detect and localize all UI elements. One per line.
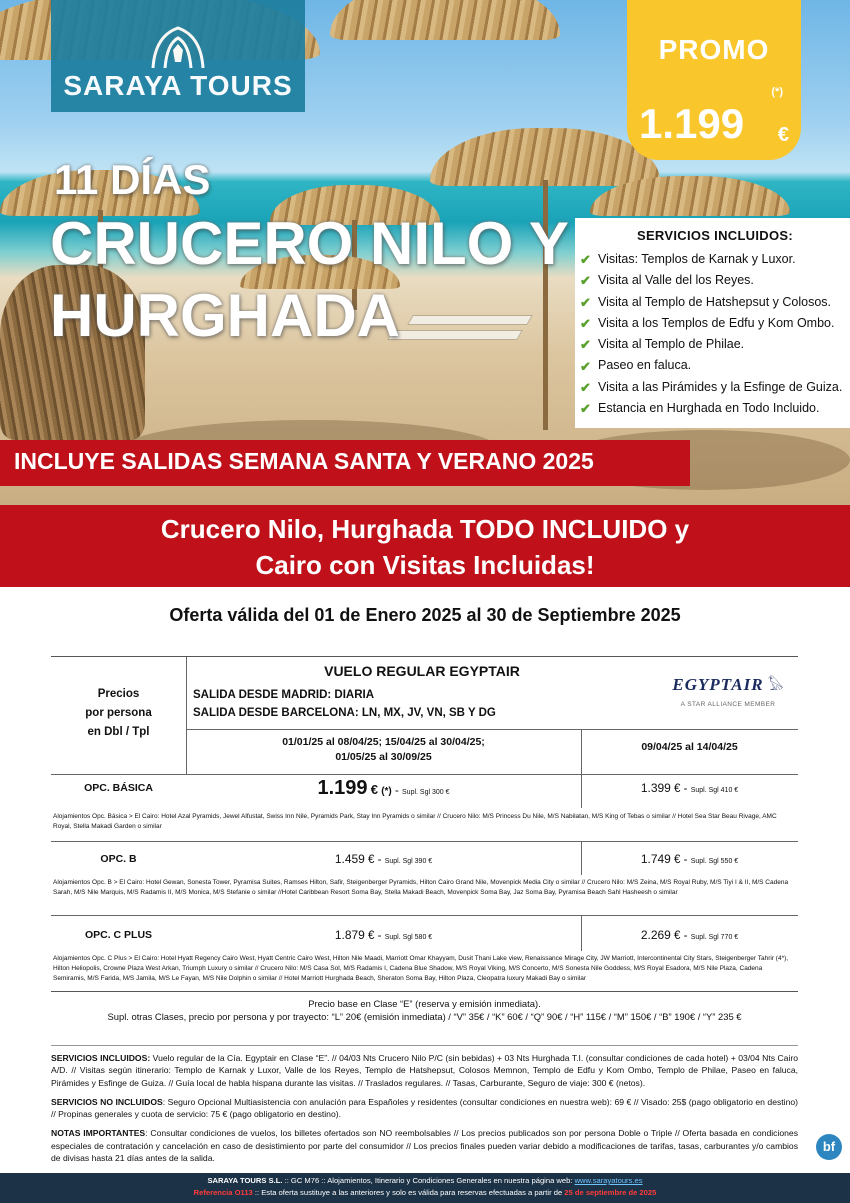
list-item	[580, 270, 850, 291]
price-basica-p2	[581, 781, 798, 795]
price-currency: €	[368, 854, 375, 866]
bottom-bar	[0, 1173, 850, 1203]
list-item	[580, 377, 850, 398]
price-separator: -	[683, 783, 688, 795]
reference-code: Referencia O113	[193, 1188, 253, 1197]
season-banner: INCLUYE SALIDAS SEMANA SANTA Y VERANO 2025	[0, 440, 690, 486]
promo-currency: €	[777, 124, 789, 146]
pharaoh-logo-icon	[143, 22, 213, 70]
checkmark-icon: ✔	[580, 358, 591, 374]
services-list	[580, 249, 850, 419]
brand-name: SARAYA TOURS	[63, 70, 293, 101]
service-text: Visita al Valle del los Reyes.	[598, 273, 754, 288]
price-value: 2.269	[640, 928, 671, 942]
hotels-b: Alojamientos Opc. B > El Cairo: Hotel Gewan, Sonesta Tower, Pyramisa Suites, Ramses Hilton, Safir, Steigenberger Pyramids, Hilton Cairo Grand Nile, Movenpick Media City o similar // Crucero Nilo: M/S Zeina, M/S Royal Ruby, M/S Tiyi I & II, M/S Cadena Sarah, M/S Nile Marquis, M/S Radamis II, M/S Monica, M/S Stefanie o similar //Hotel Caribbean Resort Soma Bay, Stella Makadi Beach, Movenpick Soma Bay, Jaz Soma Bay, Pyramisa Beach Sahl Hasheesh o similar	[53, 879, 789, 896]
service-text: Paseo en faluca.	[598, 358, 692, 373]
hotels-basica: Alojamientos Opc. Básica > El Cairo: Hotel Azal Pyramids, Jewel Alfustat, Swiss Inn Nile, Pyramids Park, Stay Inn Pyramids o similar // Crucero Nilo: M/S Princess Du Nile, M/S Nabilatan, M/S King of Tebas o similar // Hotel Sea Star Beau Rivage, AMC Royal, Stella Makadi Garden o similar	[53, 813, 777, 830]
price-b-p1	[186, 852, 581, 866]
checkmark-icon: ✔	[580, 252, 591, 268]
price-separator: -	[377, 930, 382, 942]
service-text: Visita a los Templos de Edfu y Kom Ombo.	[598, 315, 835, 330]
not-included-label: SERVICIOS NO INCLUIDOS	[51, 1096, 163, 1107]
price-value: 1.399	[640, 781, 671, 795]
price-b-p2	[581, 852, 798, 866]
single-supplement: Supl. Sgl 580 €	[384, 934, 433, 941]
price-basica-p1	[186, 777, 581, 800]
checkmark-icon: ✔	[580, 273, 591, 289]
headline-line2: Cairo con Visitas Incluidas!	[255, 550, 595, 580]
included-services	[51, 1052, 798, 1089]
checkmark-icon: ✔	[580, 337, 591, 353]
notes-label: NOTAS IMPORTANTES	[51, 1128, 146, 1139]
brand-logo[interactable]	[51, 0, 305, 112]
not-included-text: : Seguro Opcional Multiasistencia con anulación para Españoles y residentes (consultar condiciones en nuestra web): 69 € // Visado: 25$ (pago obligatorio en destino) // Propinas generales y cuota de servicio: 75 € (pago obligatorio en destino).	[51, 1096, 798, 1120]
row-name-b: OPC. B	[100, 853, 137, 865]
service-text: Visita a las Pirámides y la Esfinge de Guiza.	[598, 379, 843, 394]
period-1-line1: 01/01/25 al 08/04/25; 15/04/25 al 30/04/25;	[282, 736, 485, 748]
service-text: Visitas: Templos de Karnak y Luxor.	[598, 252, 796, 266]
egyptair-logo	[663, 671, 793, 708]
promo-asterisk: (*)	[771, 86, 783, 98]
list-item	[580, 398, 850, 419]
company-name: SARAYA TOURS S.L.	[207, 1176, 283, 1185]
price-currency: €	[674, 930, 681, 942]
headline-block	[0, 505, 850, 587]
checkmark-icon: ✔	[580, 294, 591, 310]
service-text: Visita al Templo de Philae.	[598, 337, 745, 352]
services-title: SERVICIOS INCLUIDOS:	[636, 228, 793, 243]
departure-barcelona: SALIDA DESDE BARCELONA: LN, MX, JV, VN, SB Y DG	[193, 707, 496, 719]
price-currency: €	[370, 782, 378, 797]
important-notes	[51, 1127, 798, 1164]
price-currency: €	[674, 854, 681, 866]
price-value: 1.199	[317, 777, 368, 799]
validity-text: Oferta válida del 01 de Enero 2025 al 30 de Septiembre 2025	[169, 605, 681, 625]
price-separator: -	[683, 930, 688, 942]
alliance-text: A STAR ALLIANCE MEMBER	[680, 701, 776, 708]
notes-text: : Consultar condiciones de vuelos, los billetes ofertados son NO reembolsables // Los precios publicados son por persona Doble o Triple // Oferta basada en condiciones especiales de contratación y cancelación en caso de desistimiento por parte del consumidor // Los precios finales pueden variar debido a modificaciones de tarifas, tasas, carburantes y/o cambios de divisas hasta 21 días antes de la salida.	[51, 1128, 799, 1164]
promo-badge	[627, 0, 801, 160]
services-box	[575, 218, 850, 428]
single-supplement: Supl. Sgl 770 €	[690, 934, 739, 941]
base-price-note: Precio base en Clase “E” (reserva y emisión inmediata).	[308, 998, 541, 1009]
checkmark-icon: ✔	[580, 401, 591, 417]
hero-banner	[0, 0, 850, 505]
departure-madrid: SALIDA DESDE MADRID: DIARIA	[193, 689, 375, 701]
class-supplements: Supl. otras Clases, precio por persona y por trayecto: “L” 20€ (emisión inmediata) / “V” 35€ / “K” 60€ / “Q” 90€ / “H” 115€ / “M” 150€ / “B” 190€ / “Y” 235 €	[107, 1011, 742, 1022]
single-supplement: Supl. Sgl 390 €	[384, 858, 433, 865]
single-supplement: Supl. Sgl 550 €	[690, 858, 739, 865]
checkmark-icon: ✔	[580, 316, 591, 332]
trip-title-line2: HURGHADA	[50, 282, 400, 349]
conditions-footer	[51, 1045, 798, 1171]
price-value: 1.879	[334, 928, 365, 942]
price-currency: €	[368, 930, 375, 942]
price-label-line: por persona	[85, 707, 152, 719]
bottom-line1	[0, 1175, 850, 1187]
offer-date: 25 de septiembre de 2025	[564, 1188, 657, 1197]
period-1-line2: 01/05/25 al 30/09/25	[335, 751, 432, 763]
price-table	[51, 656, 798, 992]
not-included-services	[51, 1096, 798, 1121]
price-asterisk: (*)	[381, 786, 392, 797]
row-name-basica: OPC. BÁSICA	[84, 782, 153, 794]
trip-title-line1: CRUCERO NILO Y	[50, 210, 569, 277]
list-item	[580, 313, 850, 334]
price-separator: -	[394, 785, 399, 797]
price-separator: -	[683, 854, 688, 866]
price-value: 1.459	[334, 852, 365, 866]
trip-duration: 11 DÍAS	[54, 156, 211, 203]
period-1	[186, 735, 581, 765]
promo-label: PROMO	[658, 34, 770, 65]
class-notes	[51, 997, 798, 1023]
price-c-plus-p2	[581, 928, 798, 942]
single-supplement: Supl. Sgl 300 €	[402, 789, 450, 796]
list-item	[580, 249, 850, 270]
service-text: Visita al Templo de Hatshepsut y Colosos.	[598, 294, 831, 309]
company-info: :: GC M76 :: Alojamientos, Itinerario y Condiciones Generales en nuestra página web:	[282, 1176, 575, 1185]
website-link[interactable]: www.sarayatours.es	[574, 1176, 643, 1185]
price-label	[51, 685, 186, 742]
row-name-c-plus: OPC. C PLUS	[84, 929, 153, 941]
list-item	[580, 355, 850, 376]
offer-validity-note: :: Esta oferta sustituye a las anteriores y solo es válida para reservas efectuadas a partir de	[252, 1188, 565, 1197]
price-label-line: en Dbl / Tpl	[87, 726, 150, 738]
airline-name: EGYPTAIR	[672, 675, 764, 694]
headline-line1: Crucero Nilo, Hurghada TODO INCLUIDO y	[160, 514, 690, 544]
single-supplement: Supl. Sgl 410 €	[690, 787, 739, 794]
bottom-line2	[0, 1187, 850, 1199]
trip-title	[50, 208, 569, 352]
included-label: SERVICIOS INCLUIDOS:	[51, 1053, 151, 1063]
horus-icon: 𓅃	[767, 677, 784, 693]
flight-title: VUELO REGULAR EGYPTAIR	[324, 663, 520, 679]
promo-price: 1.199	[639, 100, 745, 147]
price-c-plus-p1	[186, 928, 581, 942]
period-2: 09/04/25 al 14/04/25	[641, 741, 738, 753]
service-text: Estancia en Hurghada en Todo Incluido.	[598, 401, 820, 416]
bf-badge: bf	[816, 1134, 842, 1160]
price-label-line: Precios	[97, 688, 140, 700]
included-text: Vuelo regular de la Cía. Egyptair en Clase “E”. // 04/03 Nts Crucero Nilo P/C (sin bebidas) + 03 Nts Hurghada T.I. (consultar condiciones de cada hotel) + 03/04 Nts Cairo A/D. // Visitas según itinerario: Templo de Karnak y Luxor, Valle de los Reyes, Templo de Hatshepsut, Colosos Memnon, Templo de Edfu y Kom Ombo, Templo de Philae, Paseo en faluca, Pirámides y Esfinge de Guiza. // Guía local de habla hispana durante las visitas. // Traslados regulares. // Tasas, Carburante, Seguro de viaje: 300 € (netos).	[51, 1053, 798, 1088]
list-item	[580, 334, 850, 355]
list-item	[580, 292, 850, 313]
hotels-c-plus: Alojamientos Opc. C Plus > El Cairo: Hotel Hyatt Regency Cairo West, Hyatt Centric Cairo West, Hilton Nile Maadi, Marriott Omar Khayyam, Dusit Thani Lake view, Renaissance Mirage City, JW Marriott, Intercontinental City Stars, Steigenberger Tahrir (4*), Hilton Heliopolis, Crowne Plaza West Arkan, Triumph Luxury o similar // Crucero Nilo: M/S Casa Sol, M/S Radamis I, Cadena Blue Shadow, M/S Royal Viking, M/S Concerto, M/S Sonesta Nile Goddess, M/S Royal Esadora, M/S Nile Plaza, Cadena Semiramis, M/S Farida, M/S Jamila, M/S Le Fayan, M/S Nile Dolphin o similar // Hotel Marriott Hurghada Beach, Sheraton Soma Bay, Hilton Plaza, Cleopatra luxury Makadi Bay o similar	[53, 955, 789, 982]
price-currency: €	[674, 783, 681, 795]
checkmark-icon: ✔	[580, 379, 591, 395]
price-value: 1.749	[640, 852, 671, 866]
price-separator: -	[377, 854, 382, 866]
